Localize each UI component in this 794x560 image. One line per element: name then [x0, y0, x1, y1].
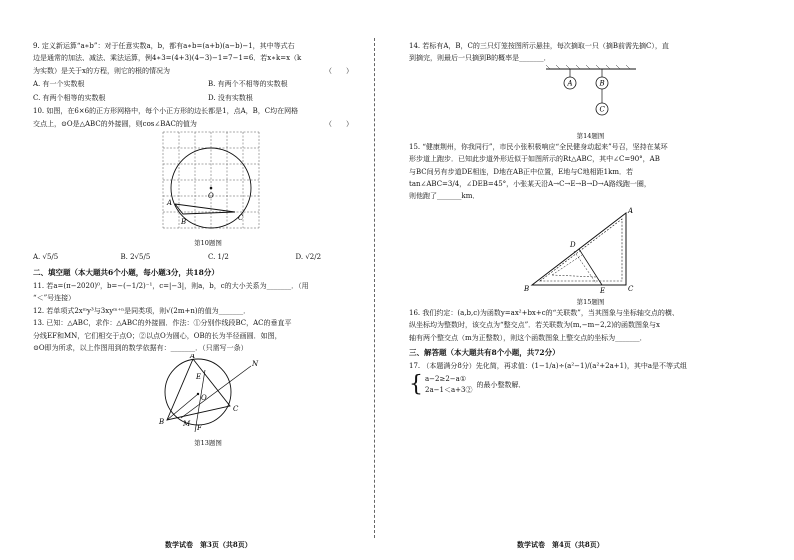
q10-label-c: C: [238, 214, 244, 223]
q10-label-o: O: [208, 192, 214, 201]
section-fill-in-blank-title: 二、填空题（本大题共6个小题，每小题3分，共18分）: [33, 268, 219, 278]
q17-inequality-system: [409, 374, 772, 396]
q10-label-a: A: [167, 199, 173, 208]
q14-caption: 第14题图: [576, 131, 605, 140]
q15-line4: tan∠ABC=3/4，∠DEB=45°，小张某天沿A→C→E→B→D→A路线跑一圈，: [409, 180, 651, 189]
q9-options: [33, 77, 383, 105]
q10-triangle-abc: [175, 204, 235, 214]
q15-track-diagram: [522, 203, 652, 293]
q15-label-d: D: [570, 240, 576, 249]
q12-line1: 12. 若单项式2xᵐy³与3xyᵐ⁺ⁿ是同类项，则√(2m+n)的值为_______．: [33, 306, 251, 315]
question-13: [33, 317, 383, 354]
q13-line1: 13. 已知：△ABC，求作：△ABC的外接圆．作法：①分别作线段BC，AC的垂直平: [33, 319, 292, 328]
q14-lantern-diagram: [536, 65, 646, 127]
q13-label-e: E: [196, 373, 202, 382]
q10-center-dot: [210, 187, 213, 190]
q10-option-a: A. √5/5: [33, 253, 59, 262]
q15-figure: [409, 203, 772, 297]
q16-line3: 轴有两个整交点（m为正整数），则这个函数图象上整交点的坐标为_______．: [409, 333, 647, 342]
q17-inequality-1: a−2≥2−a①: [425, 375, 467, 384]
q13-label-n: N: [252, 360, 259, 369]
q9-line1: 9. 定义新运算“a∗b”：对于任意实数a，b，都有a∗b=(a+b)(a−b)−1，其中等式右: [33, 42, 295, 50]
q10-line2-text: 交点上，⊙O是△ABC的外接圆，则cos∠BAC的值为: [33, 119, 197, 128]
q14-figure: [409, 65, 772, 131]
q10-option-b: B. 2√5/5: [120, 253, 151, 262]
q10-caption: 第10题图: [194, 239, 222, 248]
q9-option-b: B. 有两个不相等的实数根: [208, 80, 288, 89]
q11-line2: “＜”号连接）: [33, 294, 76, 303]
q10-answer-paren: （ ）: [325, 119, 353, 128]
q13-label-f: F: [197, 424, 202, 433]
q13-label-b: B: [159, 418, 165, 427]
q16-line1: 16. 我们约定：(a,b,c)为函数y=ax²+bx+c的“关联数”，当其图象与坐标轴交点的横、: [409, 308, 679, 317]
q14-label-a: A: [567, 79, 573, 88]
left-page-footer: 数学试卷 第3页（共8页）: [165, 540, 252, 549]
q14-line2: 到摘完，则最后一只摘到B的概率是_______．: [409, 54, 551, 63]
q9-line2: 边是通常的加法、减法、乘法运算，例4∗3=(4+3)(4−3)−1=7−1=6．若x∗k=x（k: [33, 54, 302, 63]
question-16: [409, 307, 772, 344]
q9-option-d: D. 没有实数根: [208, 94, 253, 103]
q15-caption: 第15题图: [576, 297, 605, 306]
q13-line-mn: [181, 366, 251, 418]
q10-grid-circle-diagram: [143, 130, 273, 234]
q15-label-a: A: [628, 206, 634, 215]
right-page-footer: 数学试卷 第4页（共8页）: [517, 540, 604, 549]
q15-label-b: B: [524, 284, 530, 293]
q10-options: [33, 250, 383, 264]
q17-line2: 的最小整数解．: [476, 381, 526, 390]
q10-figure: [33, 130, 383, 238]
q17-inequality-2: 2a−1＜a+3②: [425, 386, 473, 395]
q13-line2: 分线EF和MN，它们相交于点O；②以点O为圆心，OB的长为半径画圆．如图，: [33, 331, 282, 340]
q14-line1: 14. 若标有A，B，C的三只灯笼按图所示悬挂，每次摘取一只（摘B前需先摘C），直: [409, 42, 669, 50]
q13-label-o: O: [201, 394, 207, 403]
question-10: [33, 105, 383, 130]
q9-option-c: C. 有两个相等的实数根: [33, 94, 106, 103]
q13-label-a: A: [190, 354, 196, 361]
question-14: [409, 40, 772, 65]
question-12: [33, 305, 383, 317]
q10-line1: 10. 如图，在6×6的正方形网格中，每个小正方形的边长都是1，点A，B，C均在网格: [33, 107, 299, 116]
q13-figure: [33, 354, 383, 438]
q13-circumcircle-diagram: [153, 354, 263, 434]
q9-option-a: A. 有一个实数根: [33, 80, 85, 89]
q10-option-c: C. 1/2: [208, 253, 229, 262]
q15-line5: 则他跑了_______km．: [409, 192, 480, 201]
q17-line1: 17. （本题满分8分）先化简，再求值：(1−1/a)÷(a²−1)/(a²+2a+1)，其中a是不等式组: [409, 362, 687, 371]
q15-inner-triangle: [540, 219, 622, 281]
section-solutions-title: 三、解答题（本大题共有8个小题，共72分）: [409, 348, 560, 358]
q9-answer-paren: （ ）: [325, 66, 353, 75]
q15-line3: 与BC间另有步道DE相连，D地在AB正中位置，E地与C地相距1km．若: [409, 167, 633, 176]
q13-label-m: M: [183, 420, 191, 429]
question-9: [33, 40, 383, 77]
question-15: [409, 141, 772, 203]
q15-label-e: E: [600, 286, 606, 293]
q13-caption: 第13题图: [194, 439, 222, 448]
q15-line1: 15. “健康荆州，你我同行”，市民小张积极响应“全民健身动起来”号召，坚持在某环: [409, 142, 668, 151]
right-page: [397, 0, 794, 560]
question-17: [409, 360, 772, 396]
q10-option-d: D. √2/2: [295, 253, 322, 262]
question-11: [33, 280, 383, 305]
q14-label-b: B: [599, 79, 605, 88]
q13-label-c: C: [233, 405, 239, 414]
q13-center-dot: [197, 393, 199, 395]
q13-line3: ⊙O即为所求，以上作图用到的数学依据有：_______．（只需写一条）: [33, 344, 248, 353]
q9-line3: [33, 65, 383, 77]
q15-label-c: C: [628, 284, 634, 293]
q11-line1: 11. 若a=(π−2020)⁰，b=−(−1/2)⁻¹，c=|−3|，则a，b，c的大小关系为_______．（用: [33, 282, 309, 291]
page-divider: [374, 38, 375, 538]
q17-brace: {: [409, 372, 423, 398]
q15-path-de: [579, 249, 602, 285]
q9-line3-text: 为实数）是关于x的方程，则它的根的情况为: [33, 66, 170, 75]
q15-line2: 形步道上跑步．已知此步道外形近似于如图所示的Rt△ABC，其中∠C=90°，AB: [409, 155, 660, 164]
q10-label-b: B: [181, 218, 187, 227]
q10-line2: [33, 118, 383, 130]
q17-inequalities: [425, 374, 472, 396]
q14-label-c: C: [599, 105, 605, 114]
q16-line2: 纵坐标均为整数时，该交点为“整交点”．若关联数为(m,−m−2,2)的函数图象与x: [409, 321, 660, 330]
